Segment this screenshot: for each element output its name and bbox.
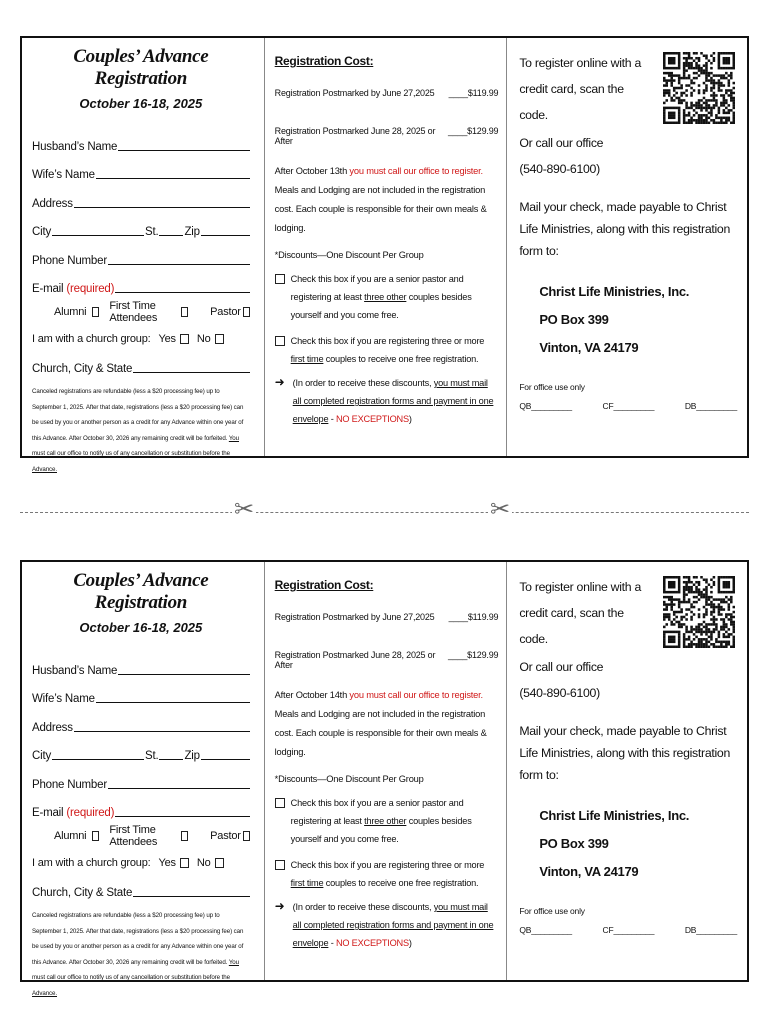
- form-title: Couples’ Advance Registration: [73, 570, 209, 613]
- wife-name-field[interactable]: Wife’s Name: [32, 156, 250, 185]
- discount-heading: *Discounts—One Discount Per Group: [274, 250, 424, 260]
- call-office-text: Or call our office: [519, 136, 604, 150]
- discount-heading: *Discounts—One Discount Per Group: [274, 774, 424, 784]
- online-register-text: To register online with a credit card, scan the code.: [519, 580, 641, 646]
- first-time-checkbox[interactable]: [181, 831, 188, 841]
- right-arrow-icon: ➜: [274, 375, 285, 389]
- call-office-text: Or call our office: [519, 660, 604, 674]
- husband-name-field[interactable]: Husband’s Name: [32, 127, 250, 156]
- form-title: Couples’ Advance Registration: [73, 46, 209, 89]
- cut-line: [20, 512, 749, 513]
- first-time-couples-checkbox[interactable]: [275, 860, 285, 870]
- event-date: October 16-18, 2025: [79, 620, 203, 635]
- po-box: PO Box 399: [539, 312, 609, 327]
- late-registration-note: After October 14th you must call our office to register. Meals and Lodging are not included in the registration cost. Each couple is responsible for their own meals & lodging.: [274, 690, 487, 757]
- discount-option-pastor: Check this box if you are a senior pastor and registering at least three other couples besides yourself and you come free.: [275, 794, 499, 848]
- church-group-row: I am with a church group: Yes No: [32, 849, 250, 876]
- church-city-field[interactable]: Church, City & State: [32, 352, 250, 378]
- right-arrow-icon: ➜: [274, 899, 285, 913]
- senior-pastor-checkbox[interactable]: [275, 798, 285, 808]
- cost-heading: Registration Cost:: [274, 578, 374, 592]
- cancellation-policy: Canceled registrations are refundable (less a $20 processing fee) up to September 1, 2025. After that date, registrations (less a $20 processing fee) can be used by you or another person as a credit for any Advance within one year of this Advance. After October 30, 2026 any remaining credit will be forfeited. You must call our office to notify us of any cancellation or substitution before the Advance.: [32, 388, 244, 473]
- pastor-checkbox[interactable]: [243, 831, 250, 841]
- alumni-checkbox[interactable]: [92, 307, 99, 317]
- office-use-label: For office use only: [519, 906, 585, 916]
- discount-envelope-note: ➜ (In order to receive these discounts, you must mail all completed registration forms and payment in one envelope - NO EXCEPTIONS): [275, 374, 499, 428]
- organization-name: Christ Life Ministries, Inc.: [539, 284, 690, 299]
- cost-column: [265, 562, 508, 980]
- qr-code-icon[interactable]: [663, 52, 735, 124]
- event-date: October 16-18, 2025: [79, 96, 203, 111]
- office-use-fields: QB_________ CF_________ DB_________: [519, 925, 737, 935]
- discount-envelope-note: ➜ (In order to receive these discounts, you must mail all completed registration forms and payment in one envelope - NO EXCEPTIONS): [275, 898, 499, 952]
- senior-pastor-checkbox[interactable]: [275, 274, 285, 284]
- first-time-couples-checkbox[interactable]: [275, 336, 285, 346]
- email-field[interactable]: E-mail (required): [32, 270, 250, 299]
- price-early: Registration Postmarked by June 27,2025 ____$119.99: [274, 88, 499, 98]
- contact-column: [22, 562, 265, 997]
- online-register-text: To register online with a credit card, scan the code.: [519, 56, 641, 122]
- attendee-type-row: Alumni First Time Attendees Pastor: [32, 298, 250, 325]
- phone-field[interactable]: Phone Number: [32, 765, 250, 794]
- scissors-icon: ✂: [490, 496, 511, 523]
- cost-column: [265, 38, 508, 456]
- husband-name-field[interactable]: Husband’s Name: [32, 651, 250, 680]
- office-phone: (540-890-6100): [519, 686, 600, 700]
- alumni-checkbox[interactable]: [92, 831, 99, 841]
- organization-name: Christ Life Ministries, Inc.: [539, 808, 690, 823]
- price-late: Registration Postmarked June 28, 2025 or After ____$129.99: [274, 126, 499, 146]
- price-late: Registration Postmarked June 28, 2025 or After ____$129.99: [274, 650, 499, 670]
- church-group-row: I am with a church group: Yes No: [32, 325, 250, 352]
- church-group-no-checkbox[interactable]: [215, 334, 224, 344]
- contact-column: [22, 38, 265, 473]
- office-use-fields: QB_________ CF_________ DB_________: [519, 401, 737, 411]
- cost-heading: Registration Cost:: [274, 54, 374, 68]
- church-city-field[interactable]: Church, City & State: [32, 876, 250, 902]
- church-group-yes-checkbox[interactable]: [180, 858, 189, 868]
- address-field[interactable]: Address: [32, 708, 250, 737]
- payment-column: [507, 38, 747, 456]
- city-state: Vinton, VA 24179: [539, 340, 639, 355]
- registration-form-bottom: [20, 560, 749, 997]
- registration-form-top: [20, 36, 749, 473]
- discount-option-first-time: Check this box if you are registering three or more first time couples to receive one free registration.: [275, 856, 499, 892]
- payment-column: [507, 562, 747, 980]
- cancellation-policy: Canceled registrations are refundable (less a $20 processing fee) up to September 1, 2025. After that date, registrations (less a $20 processing fee) can be used by you or another person as a credit for any Advance within one year of this Advance. After October 30, 2026 any remaining credit will be forfeited. You must call our office to notify us of any cancellation or substitution before the Advance.: [32, 912, 244, 997]
- po-box: PO Box 399: [539, 836, 609, 851]
- church-group-no-checkbox[interactable]: [215, 858, 224, 868]
- city-state: Vinton, VA 24179: [539, 864, 639, 879]
- mail-check-text: Mail your check, made payable to Christ Life Ministries, along with this registration form to:: [519, 724, 730, 782]
- first-time-checkbox[interactable]: [181, 307, 188, 317]
- church-group-yes-checkbox[interactable]: [180, 334, 189, 344]
- pastor-checkbox[interactable]: [243, 307, 250, 317]
- wife-name-field[interactable]: Wife’s Name: [32, 680, 250, 709]
- address-field[interactable]: Address: [32, 184, 250, 213]
- city-state-zip-field[interactable]: City St. Zip: [32, 213, 250, 242]
- discount-option-first-time: Check this box if you are registering three or more first time couples to receive one free registration.: [275, 332, 499, 368]
- office-phone: (540-890-6100): [519, 162, 600, 176]
- discount-option-pastor: Check this box if you are a senior pastor and registering at least three other couples besides yourself and you come free.: [275, 270, 499, 324]
- phone-field[interactable]: Phone Number: [32, 241, 250, 270]
- price-early: Registration Postmarked by June 27,2025 ____$119.99: [274, 612, 499, 622]
- office-use-label: For office use only: [519, 382, 585, 392]
- mail-check-text: Mail your check, made payable to Christ Life Ministries, along with this registration form to:: [519, 200, 730, 258]
- late-registration-note: After October 13th you must call our office to register. Meals and Lodging are not included in the registration cost. Each couple is responsible for their own meals & lodging.: [274, 166, 487, 233]
- scissors-icon: ✂: [234, 496, 255, 523]
- email-field[interactable]: E-mail (required): [32, 794, 250, 823]
- city-state-zip-field[interactable]: City St. Zip: [32, 737, 250, 766]
- attendee-type-row: Alumni First Time Attendees Pastor: [32, 822, 250, 849]
- qr-code-icon[interactable]: [663, 576, 735, 648]
